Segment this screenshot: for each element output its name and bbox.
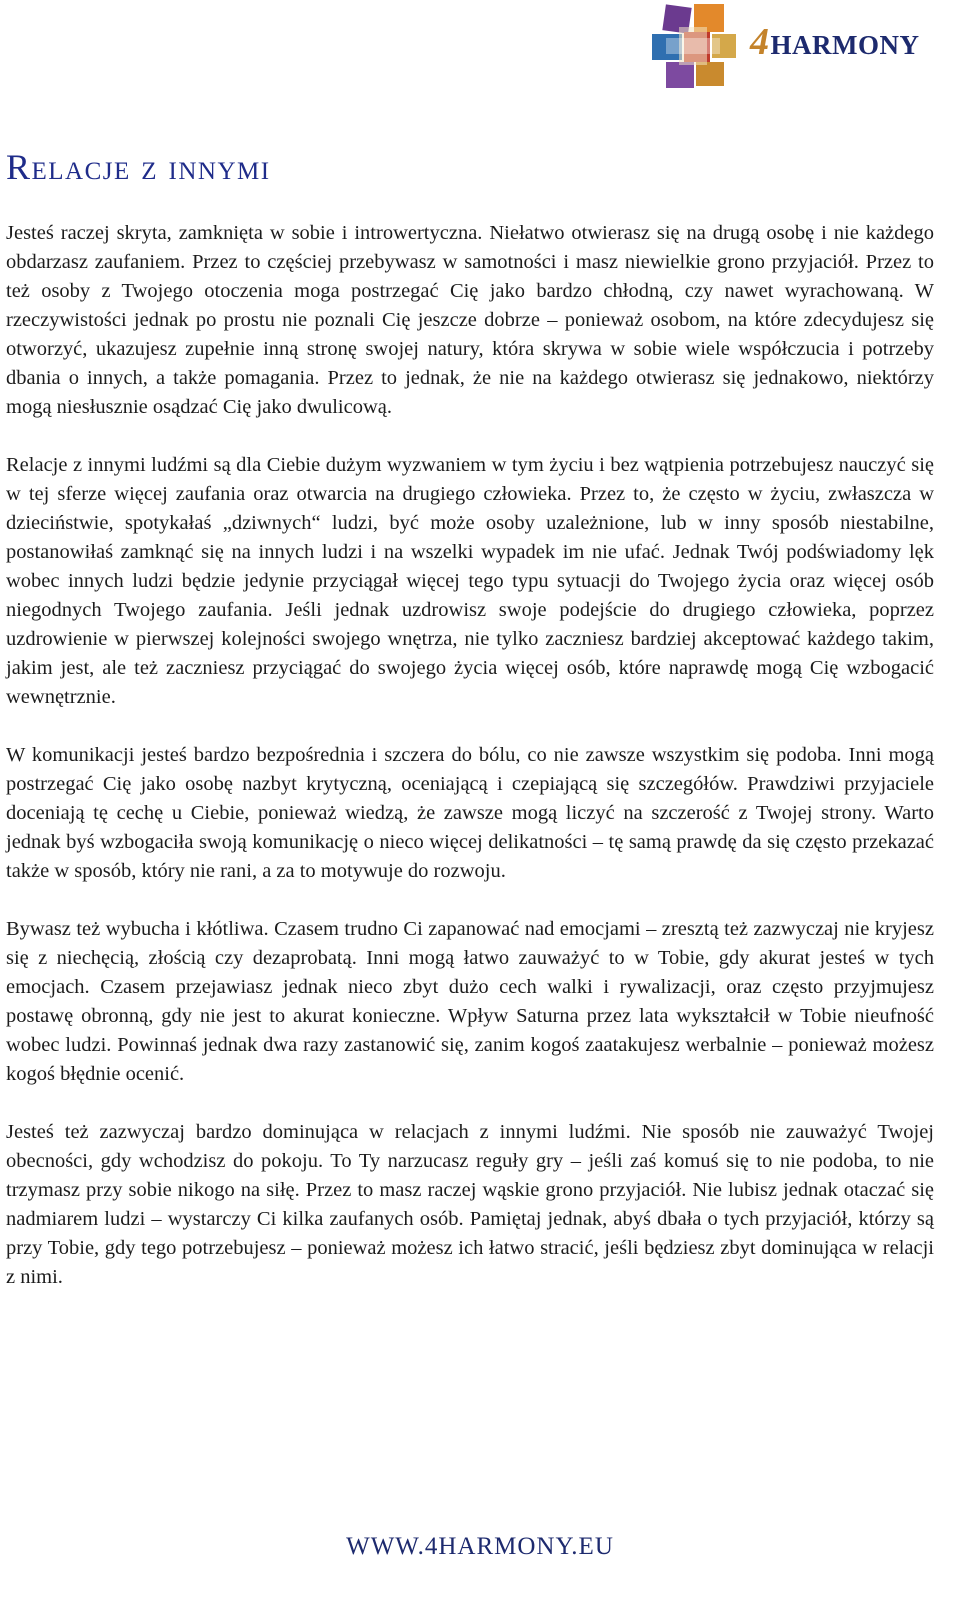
brand-name: HARMONY (770, 30, 920, 60)
brand-logo (646, 0, 936, 92)
brand-wordmark (750, 20, 919, 64)
harmony-mandala-icon (646, 2, 742, 92)
brand-digit: 4 (750, 21, 770, 63)
footer-website: WWW.4HARMONY.EU (346, 1533, 614, 1560)
paragraph-3: W komunikacji jesteś bardzo bezpośrednia i szczera do bólu, co nie zawsze wszystkim się podoba. Inni mogą postrzegać Cię jako osobę nazbyt krytyczną, oceniającą i czepiającą się szczegółów. Prawdziwi przyjaciele doceniają tę cechę u Ciebie, ponieważ wiedzą, że zawsze mogą liczyć na szczerość z Twojej strony. Warto jednak byś wzbogaciła swoją komunikację o nieco więcej delikatności – tę samą prawdę da się często przekazać także w sposób, który nie rani, a za to motywuje do rozwoju. (6, 744, 934, 882)
paragraph-4: Bywasz też wybucha i kłótliwa. Czasem trudno Ci zapanować nad emocjami – zresztą też zazwyczaj nie kryjesz się z niechęcią, złością czy dezaprobatą. Inni mogą łatwo zauważyć to w Tobie, gdy akurat jesteś w tych emocjach. Czasem przejawiasz jednak nieco zbyt dużo cech walki i rywalizacji, oraz często przyjmujesz postawę obronną, gdy nie jest to akurat konieczne. Wpływ Saturna przez lata wykształcił w Tobie nieufność wobec ludzi. Powinnaś jednak dwa razy zastanowić się, zanim kogoś zaatakujesz werbalnie – ponieważ możesz kogoś błędnie ocenić. (6, 918, 934, 1085)
paragraph-5: Jesteś też zazwyczaj bardzo dominująca w relacjach z innymi ludźmi. Nie sposób nie zauważyć Twojej obecności, gdy wchodzisz do pokoju. To Ty narzucasz reguły gry – jeśli zaś komuś się to nie podoba, to nie trzymasz przy sobie nikogo na siłę. Przez to masz raczej wąskie grono przyjaciół. Nie lubisz jednak otaczać się nadmiarem ludzi – wystarczy Ci kilka zaufanych osób. Pamiętaj jednak, abyś dbała o tych przyjaciół, którzy są przy Tobie, gdy tego potrzebujesz – ponieważ możesz ich łatwo stracić, jeśli będziesz zbyt dominująca w relacji z nimi. (6, 1121, 934, 1288)
paragraph-1: Jesteś raczej skryta, zamknięta w sobie i introwertyczna. Niełatwo otwierasz się na drugą osobę i nie każdego obdarzasz zaufaniem. Przez to częściej przebywasz w samotności i masz niewielkie grono przyjaciół. Przez to też osoby z Twojego otoczenia moga postrzegać Cię jako bardzo chłodną, czy nawet wyrachowaną. W rzeczywistości jednak po prostu nie poznali Cię jeszcze dobrze – ponieważ osobom, na które zdecydujesz się otworzyć, ukazujesz zupełnie inną stronę swojej natury, która skrywa w sobie wiele współczucia i potrzeby dbania o innych, a także pomagania. Przez to jednak, że nie na każdego otwierasz się jednakowo, niektórzy mogą niesłusznie osądzać Cię jako dwulicową. (6, 222, 934, 418)
document-body (6, 219, 934, 1321)
page-title: Relacje z innymi (6, 147, 271, 187)
paragraph-2: Relacje z innymi ludźmi są dla Ciebie dużym wyzwaniem w tym życiu i bez wątpienia potrzebujesz nauczyć się w tej sferze więcej zaufania oraz otwarcia na drugiego człowieka. Przez to, że często w życiu, zwłaszcza w dzieciństwie, spotykałaś „dziwnych“ ludzi, być może osoby uzależnione, lub w inny sposób niestabilne, postanowiłaś zamknąć się na innych ludzi i na wszelki wypadek im nie ufać. Jednak Twój podświadomy lęk wobec innych ludzi będzie jedynie przyciągał więcej tego typu sytuacji do Twojego życia oraz więcej osób niegodnych Twojego zaufania. Jeśli jednak uzdrowisz swoje podejście do drugiego człowieka, poprzez uzdrowienie w pierwszej kolejności swojego wnętrza, nie tylko zaczniesz bardziej akceptować każdego takim, jakim jest, ale też zaczniesz przyciągać do swojego życia więcej osób, które naprawdę mogą Cię wzbogacić wewnętrznie. (6, 454, 934, 708)
